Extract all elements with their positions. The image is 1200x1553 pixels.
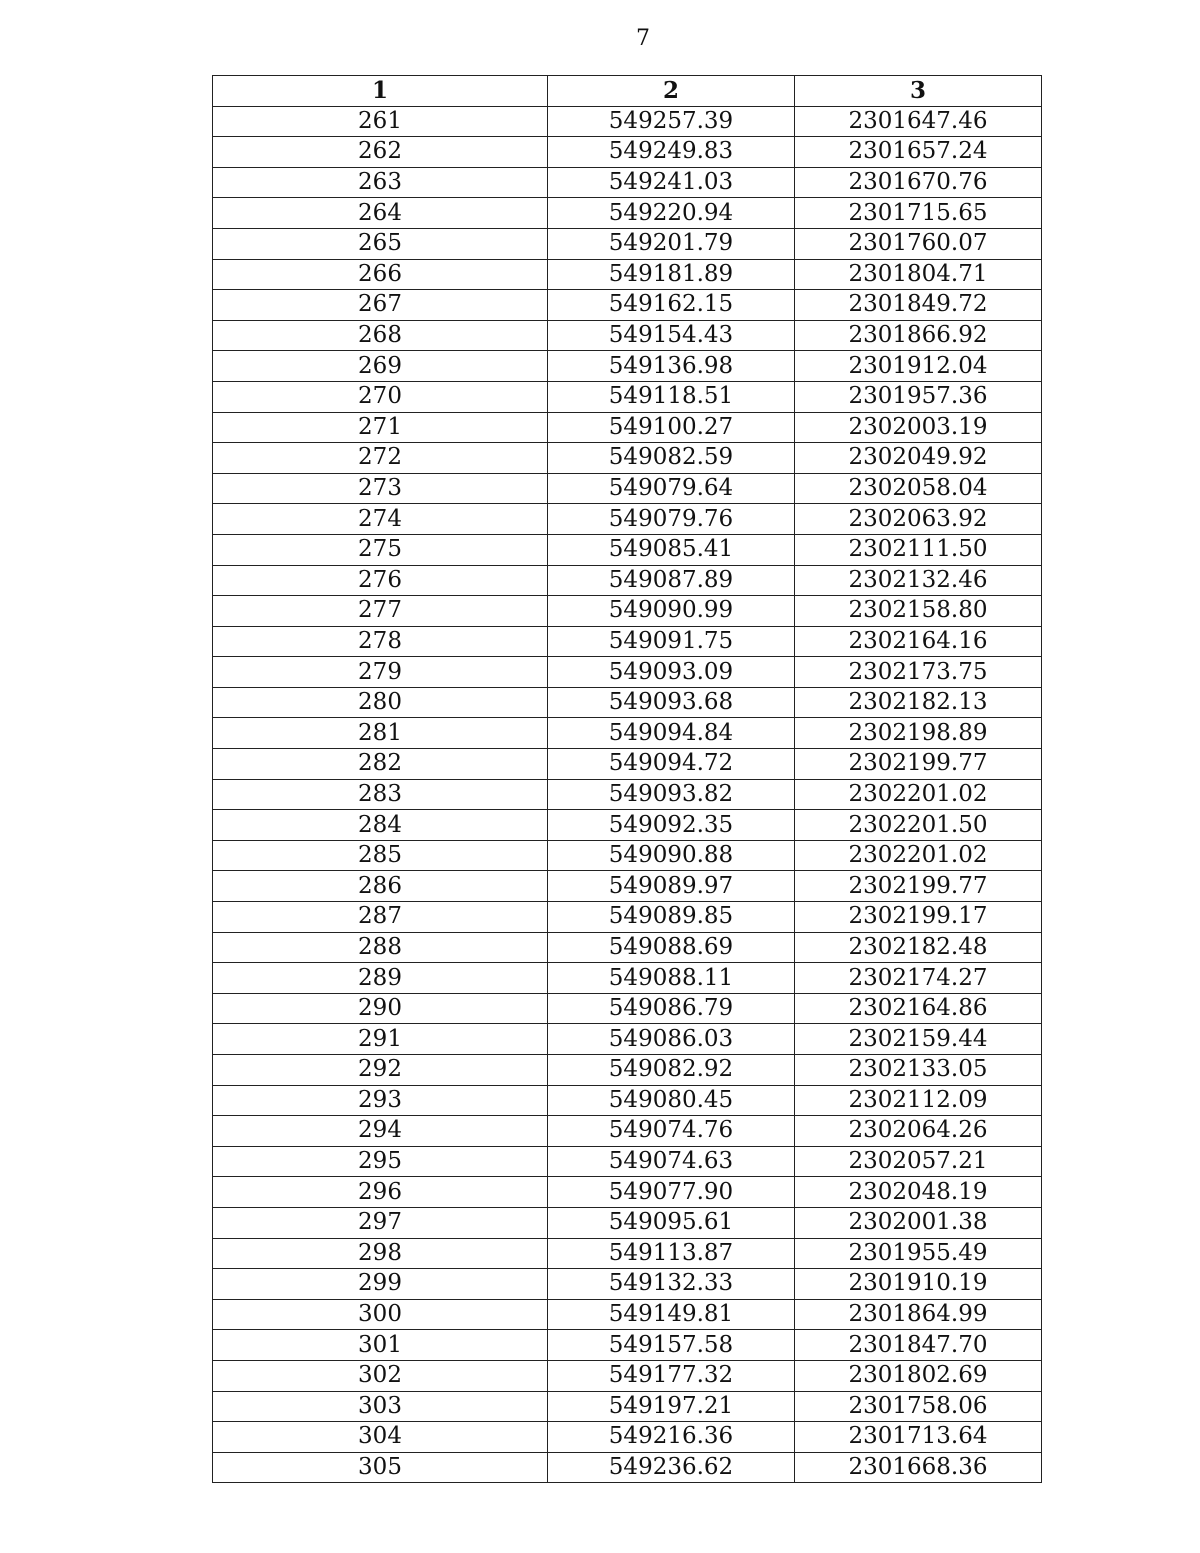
table-row: [213, 779, 1042, 810]
coordinate-y-cell: 2301668.36: [795, 1452, 1042, 1483]
table-row: [213, 443, 1042, 474]
coordinate-y-cell: 2301760.07: [795, 228, 1042, 259]
coordinate-y-cell: 2302199.77: [795, 871, 1042, 902]
point-number-cell: 284: [213, 810, 548, 841]
coordinate-y-cell: 2302003.19: [795, 412, 1042, 443]
table-row: [213, 1116, 1042, 1147]
table-row: [213, 626, 1042, 657]
coordinate-x-cell: 549090.88: [548, 840, 795, 871]
point-number-cell: 303: [213, 1391, 548, 1422]
point-number-cell: 287: [213, 902, 548, 933]
coordinate-x-cell: 549092.35: [548, 810, 795, 841]
coordinate-y-cell: 2302058.04: [795, 473, 1042, 504]
table-body: [213, 106, 1042, 1483]
coordinate-x-cell: 549093.68: [548, 687, 795, 718]
point-number-cell: 270: [213, 381, 548, 412]
point-number-cell: 278: [213, 626, 548, 657]
table-row: [213, 718, 1042, 749]
coordinate-y-cell: 2301758.06: [795, 1391, 1042, 1422]
point-number-cell: 294: [213, 1116, 548, 1147]
coordinate-x-cell: 549181.89: [548, 259, 795, 290]
point-number-cell: 289: [213, 963, 548, 994]
point-number-cell: 280: [213, 687, 548, 718]
coordinate-x-cell: 549249.83: [548, 137, 795, 168]
coordinate-y-cell: 2302057.21: [795, 1146, 1042, 1177]
point-number-cell: 281: [213, 718, 548, 749]
coordinate-x-cell: 549074.76: [548, 1116, 795, 1147]
point-number-cell: 296: [213, 1177, 548, 1208]
coordinate-y-cell: 2302001.38: [795, 1207, 1042, 1238]
coordinate-y-cell: 2301849.72: [795, 290, 1042, 321]
point-number-cell: 261: [213, 106, 548, 137]
coordinate-y-cell: 2302064.26: [795, 1116, 1042, 1147]
table-row: [213, 963, 1042, 994]
coordinate-x-cell: 549216.36: [548, 1422, 795, 1453]
table-row: [213, 1085, 1042, 1116]
point-number-cell: 302: [213, 1360, 548, 1391]
coordinates-table: [212, 75, 1042, 1483]
table-row: [213, 596, 1042, 627]
table-row: [213, 534, 1042, 565]
table-row: [213, 810, 1042, 841]
coordinate-y-cell: 2302201.02: [795, 840, 1042, 871]
point-number-cell: 305: [213, 1452, 548, 1483]
coordinate-y-cell: 2302063.92: [795, 504, 1042, 535]
point-number-cell: 298: [213, 1238, 548, 1269]
coordinate-y-cell: 2301802.69: [795, 1360, 1042, 1391]
coordinate-y-cell: 2302049.92: [795, 443, 1042, 474]
coordinate-y-cell: 2302174.27: [795, 963, 1042, 994]
coordinate-x-cell: 549093.82: [548, 779, 795, 810]
point-number-cell: 300: [213, 1299, 548, 1330]
coordinate-y-cell: 2302199.17: [795, 902, 1042, 933]
table-row: [213, 1452, 1042, 1483]
table-row: [213, 1146, 1042, 1177]
coordinate-x-cell: 549241.03: [548, 167, 795, 198]
coordinate-y-cell: 2301866.92: [795, 320, 1042, 351]
point-number-cell: 279: [213, 657, 548, 688]
point-number-cell: 266: [213, 259, 548, 290]
coordinate-x-cell: 549177.32: [548, 1360, 795, 1391]
point-number-cell: 263: [213, 167, 548, 198]
table-row: [213, 228, 1042, 259]
table-row: [213, 290, 1042, 321]
coordinate-x-cell: 549132.33: [548, 1269, 795, 1300]
table-row: [213, 1055, 1042, 1086]
coordinate-x-cell: 549074.63: [548, 1146, 795, 1177]
table-row: [213, 1269, 1042, 1300]
coordinate-x-cell: 549088.11: [548, 963, 795, 994]
table-row: [213, 657, 1042, 688]
point-number-cell: 272: [213, 443, 548, 474]
table-row: [213, 1207, 1042, 1238]
coordinate-x-cell: 549089.97: [548, 871, 795, 902]
coordinate-x-cell: 549091.75: [548, 626, 795, 657]
point-number-cell: 283: [213, 779, 548, 810]
page-number: 7: [636, 26, 650, 51]
coordinate-y-cell: 2301847.70: [795, 1330, 1042, 1361]
coordinate-y-cell: 2302199.77: [795, 749, 1042, 780]
coordinate-x-cell: 549085.41: [548, 534, 795, 565]
point-number-cell: 269: [213, 351, 548, 382]
table-row: [213, 320, 1042, 351]
table-row: [213, 351, 1042, 382]
table-header-row: [213, 76, 1042, 107]
table-row: [213, 749, 1042, 780]
coordinate-x-cell: 549079.64: [548, 473, 795, 504]
point-number-cell: 286: [213, 871, 548, 902]
coordinate-x-cell: 549236.62: [548, 1452, 795, 1483]
point-number-cell: 295: [213, 1146, 548, 1177]
coordinate-x-cell: 549086.03: [548, 1024, 795, 1055]
coordinate-y-cell: 2301657.24: [795, 137, 1042, 168]
point-number-cell: 304: [213, 1422, 548, 1453]
table-row: [213, 840, 1042, 871]
table-row: [213, 1238, 1042, 1269]
coordinate-y-cell: 2302201.50: [795, 810, 1042, 841]
coordinate-x-cell: 549082.59: [548, 443, 795, 474]
point-number-cell: 301: [213, 1330, 548, 1361]
coordinate-y-cell: 2302173.75: [795, 657, 1042, 688]
table-row: [213, 1024, 1042, 1055]
point-number-cell: 264: [213, 198, 548, 229]
coordinate-x-cell: 549154.43: [548, 320, 795, 351]
coordinate-y-cell: 2302159.44: [795, 1024, 1042, 1055]
coordinate-x-cell: 549201.79: [548, 228, 795, 259]
coordinate-y-cell: 2302133.05: [795, 1055, 1042, 1086]
table-row: [213, 1177, 1042, 1208]
table-row: [213, 871, 1042, 902]
point-number-cell: 262: [213, 137, 548, 168]
table-row: [213, 1360, 1042, 1391]
coordinate-x-cell: 549093.09: [548, 657, 795, 688]
coordinate-y-cell: 2302182.13: [795, 687, 1042, 718]
table-row: [213, 137, 1042, 168]
table-row: [213, 1391, 1042, 1422]
coordinate-x-cell: 549100.27: [548, 412, 795, 443]
table-row: [213, 473, 1042, 504]
coordinate-y-cell: 2302158.80: [795, 596, 1042, 627]
coordinate-x-cell: 549089.85: [548, 902, 795, 933]
coordinate-x-cell: 549090.99: [548, 596, 795, 627]
point-number-cell: 273: [213, 473, 548, 504]
point-number-cell: 275: [213, 534, 548, 565]
table-row: [213, 687, 1042, 718]
coordinate-x-cell: 549077.90: [548, 1177, 795, 1208]
coordinate-y-cell: 2302201.02: [795, 779, 1042, 810]
point-number-cell: 267: [213, 290, 548, 321]
point-number-cell: 285: [213, 840, 548, 871]
coordinate-x-cell: 549118.51: [548, 381, 795, 412]
table-row: [213, 381, 1042, 412]
coordinate-y-cell: 2302111.50: [795, 534, 1042, 565]
table-row: [213, 504, 1042, 535]
coordinate-x-cell: 549095.61: [548, 1207, 795, 1238]
coordinate-x-cell: 549162.15: [548, 290, 795, 321]
table-row: [213, 259, 1042, 290]
table-row: [213, 565, 1042, 596]
coordinate-y-cell: 2302132.46: [795, 565, 1042, 596]
coordinate-y-cell: 2301715.65: [795, 198, 1042, 229]
coordinate-x-cell: 549113.87: [548, 1238, 795, 1269]
coordinate-y-cell: 2301647.46: [795, 106, 1042, 137]
coordinate-y-cell: 2302164.16: [795, 626, 1042, 657]
coordinate-x-cell: 549157.58: [548, 1330, 795, 1361]
point-number-cell: 290: [213, 993, 548, 1024]
point-number-cell: 292: [213, 1055, 548, 1086]
point-number-cell: 274: [213, 504, 548, 535]
table-row: [213, 902, 1042, 933]
table-row: [213, 1422, 1042, 1453]
table-row: [213, 106, 1042, 137]
point-number-cell: 293: [213, 1085, 548, 1116]
table-row: [213, 1330, 1042, 1361]
coordinate-y-cell: 2302048.19: [795, 1177, 1042, 1208]
coordinate-x-cell: 549136.98: [548, 351, 795, 382]
coordinate-y-cell: 2301713.64: [795, 1422, 1042, 1453]
coordinate-y-cell: 2302198.89: [795, 718, 1042, 749]
coordinate-x-cell: 549086.79: [548, 993, 795, 1024]
column-header-3: 3: [795, 76, 1042, 107]
coordinate-x-cell: 549220.94: [548, 198, 795, 229]
coordinate-y-cell: 2301910.19: [795, 1269, 1042, 1300]
point-number-cell: 277: [213, 596, 548, 627]
point-number-cell: 291: [213, 1024, 548, 1055]
coordinate-x-cell: 549094.84: [548, 718, 795, 749]
column-header-1: 1: [213, 76, 548, 107]
coordinate-x-cell: 549088.69: [548, 932, 795, 963]
coordinate-y-cell: 2301864.99: [795, 1299, 1042, 1330]
point-number-cell: 297: [213, 1207, 548, 1238]
coordinate-y-cell: 2301804.71: [795, 259, 1042, 290]
point-number-cell: 288: [213, 932, 548, 963]
coordinate-x-cell: 549257.39: [548, 106, 795, 137]
coordinate-x-cell: 549087.89: [548, 565, 795, 596]
table-row: [213, 167, 1042, 198]
table-row: [213, 932, 1042, 963]
point-number-cell: 276: [213, 565, 548, 596]
table-row: [213, 412, 1042, 443]
coordinate-y-cell: 2301670.76: [795, 167, 1042, 198]
coordinate-x-cell: 549082.92: [548, 1055, 795, 1086]
coordinate-x-cell: 549149.81: [548, 1299, 795, 1330]
point-number-cell: 299: [213, 1269, 548, 1300]
coordinate-y-cell: 2302112.09: [795, 1085, 1042, 1116]
coordinate-y-cell: 2302164.86: [795, 993, 1042, 1024]
coordinate-y-cell: 2301912.04: [795, 351, 1042, 382]
point-number-cell: 282: [213, 749, 548, 780]
coordinate-y-cell: 2301957.36: [795, 381, 1042, 412]
column-header-2: 2: [548, 76, 795, 107]
table-row: [213, 1299, 1042, 1330]
coordinate-x-cell: 549080.45: [548, 1085, 795, 1116]
coordinate-x-cell: 549197.21: [548, 1391, 795, 1422]
coordinate-y-cell: 2302182.48: [795, 932, 1042, 963]
table-row: [213, 993, 1042, 1024]
table-row: [213, 198, 1042, 229]
point-number-cell: 271: [213, 412, 548, 443]
point-number-cell: 268: [213, 320, 548, 351]
coordinate-y-cell: 2301955.49: [795, 1238, 1042, 1269]
point-number-cell: 265: [213, 228, 548, 259]
coordinate-x-cell: 549094.72: [548, 749, 795, 780]
coordinate-x-cell: 549079.76: [548, 504, 795, 535]
